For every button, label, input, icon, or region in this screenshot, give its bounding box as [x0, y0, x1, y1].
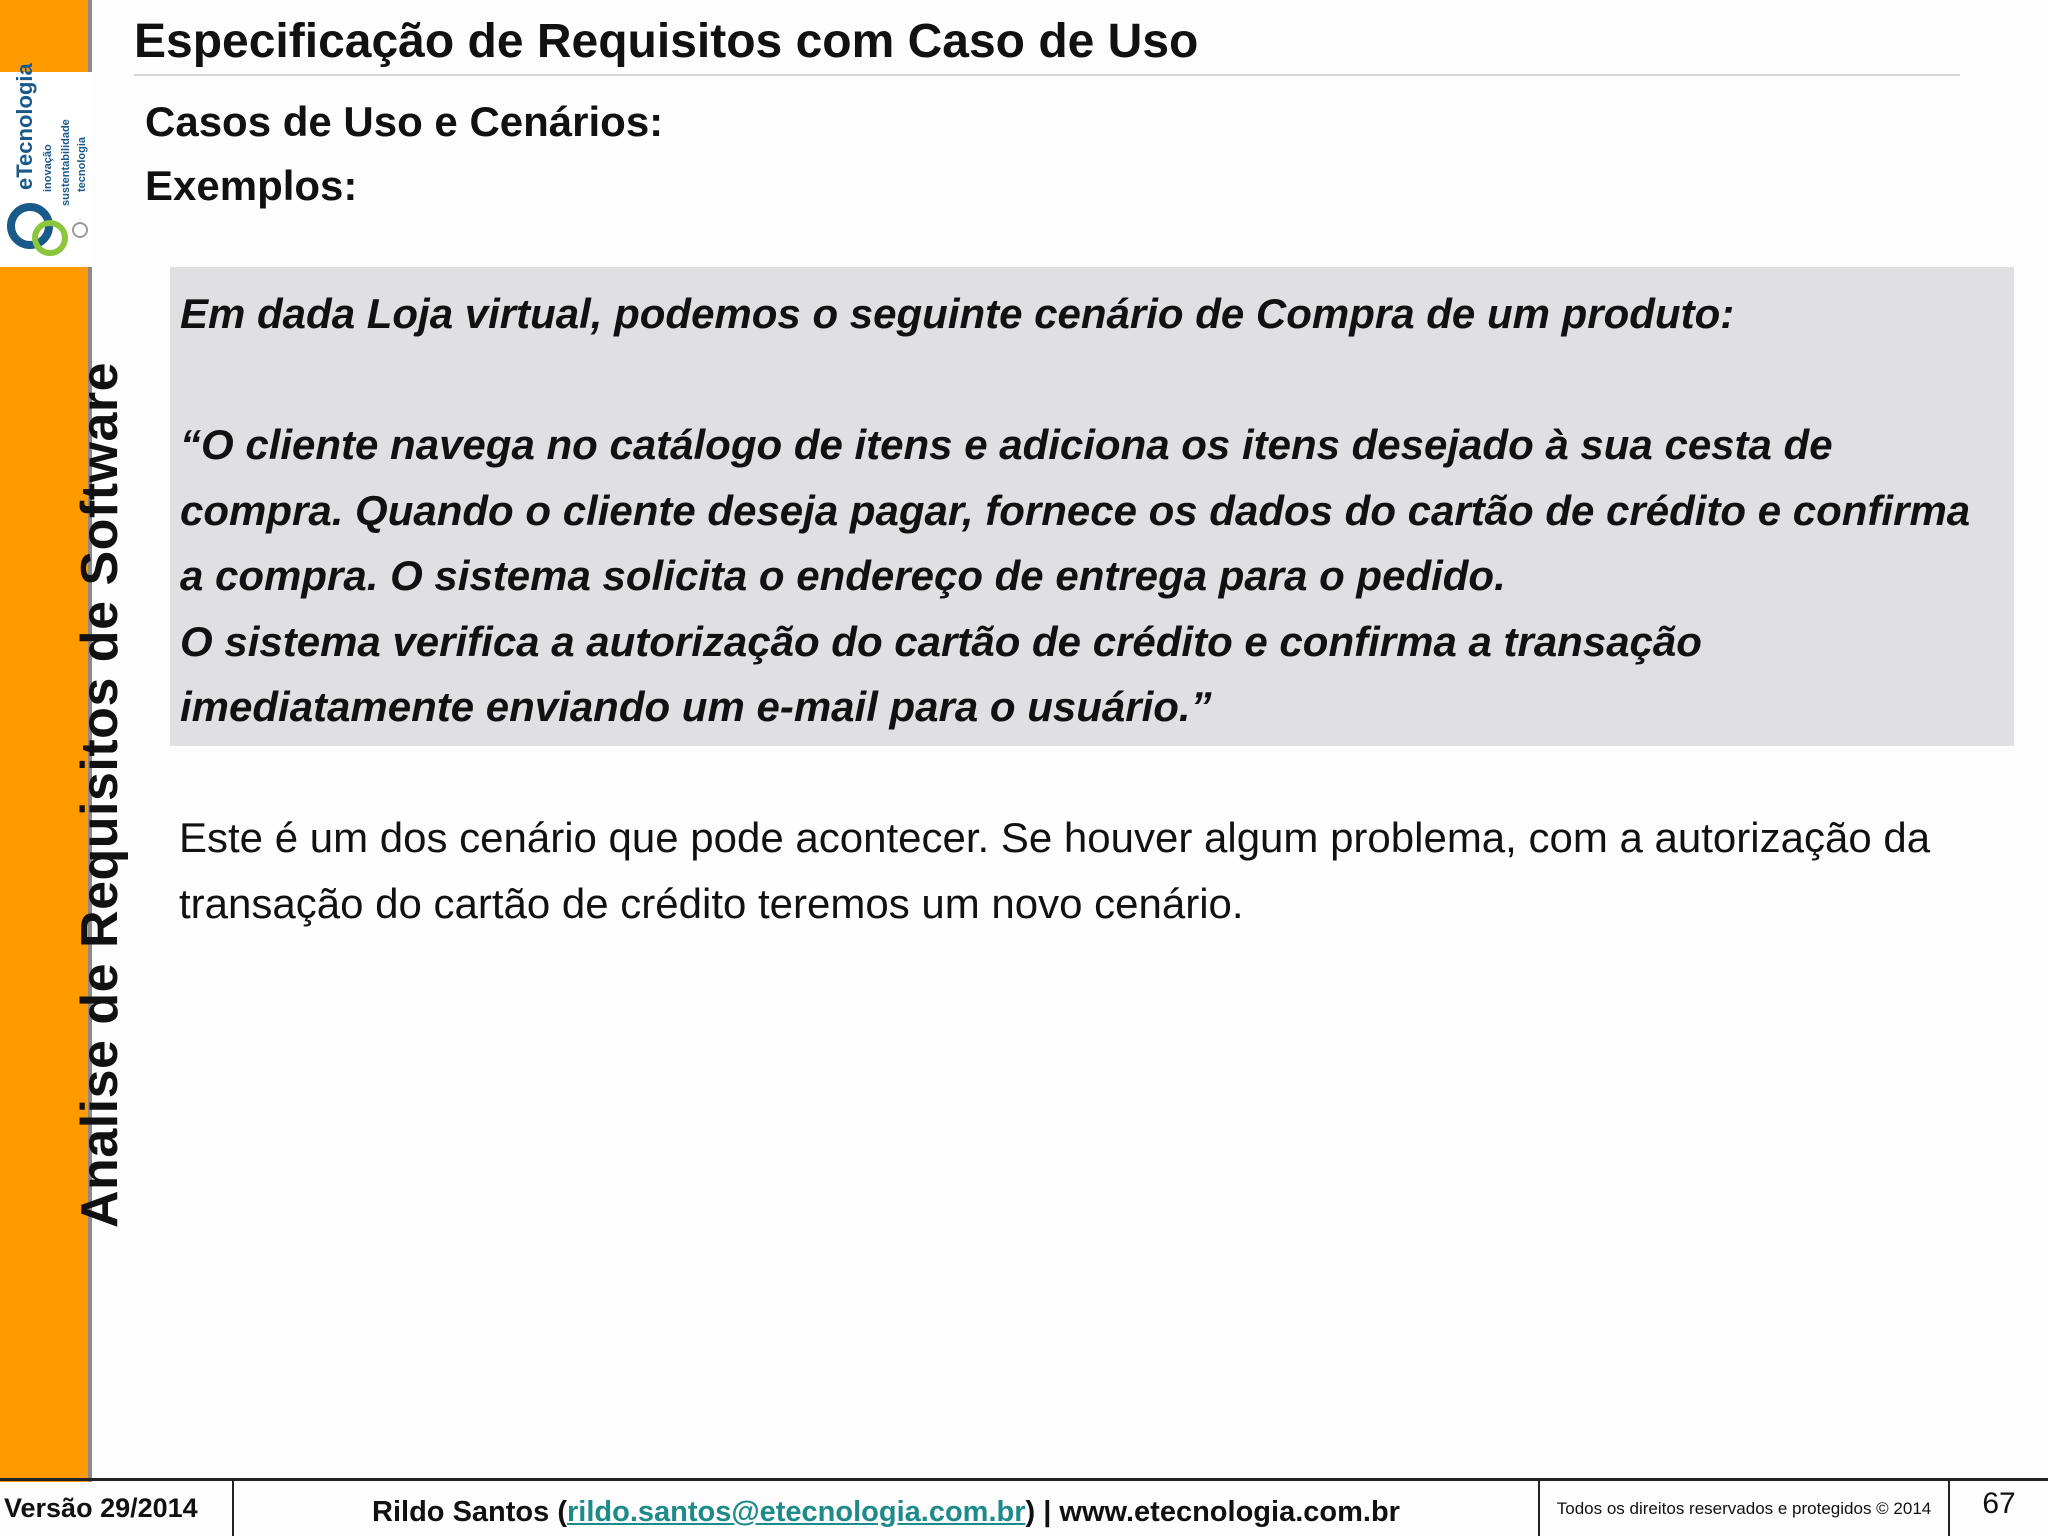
quote-intro: Em dada Loja virtual, podemos o seguinte cenário de Compra de um produto: [180, 290, 1735, 337]
quote-body: “O cliente navega no catálogo de itens e adiciona os itens desejado à sua cesta de compra. Quando o cliente deseja pagar, fornece os dados do cartão de crédito e confirma a compra. O sistema solicita o endereço de entrega para o pedido. [180, 421, 1971, 599]
logo-rings-icon [6, 198, 90, 262]
title-divider [134, 74, 1960, 76]
footer-rights: Todos os direitos reservados e protegidos © 2014 [1540, 1481, 1950, 1536]
scenario-quote-box [170, 267, 2014, 746]
page-title: Especificação de Requisitos com Caso de Uso [134, 15, 1199, 68]
explanation-paragraph: Este é um dos cenário que pode acontecer. Se houver algum problema, com a autorização da transação do cartão de crédito teremos um novo cenário. [179, 814, 1931, 927]
logo-tagline-3: tecnologia [76, 136, 88, 192]
logo-tagline-2: sustentabilidade [60, 119, 72, 206]
author-suffix: ) | www.etecnologia.com.br [1025, 1496, 1400, 1528]
sidebar [0, 0, 129, 1482]
footer [0, 1478, 2048, 1536]
logo-tagline-1: inovação [42, 144, 54, 192]
section-heading: Casos de Uso e Cenários: [145, 98, 664, 145]
examples-heading: Exemplos: [145, 162, 358, 209]
quote-body-continued: O sistema verifica a autorização do cartão de crédito e confirma a transação imediatamente enviando um e-mail para o usuário.” [180, 617, 1702, 730]
logo-brand-text: eTecnologia [12, 63, 37, 190]
author-email-link[interactable]: rildo.santos@etecnologia.com.br [566, 1496, 1026, 1528]
footer-author [234, 1481, 1540, 1536]
author-prefix: Rildo Santos ( [372, 1496, 567, 1528]
footer-version: Versão 29/2014 [0, 1481, 234, 1536]
page-number: 67 [1982, 1486, 2016, 1520]
sidebar-title: Analise de Requisitos de Software [71, 361, 129, 1228]
